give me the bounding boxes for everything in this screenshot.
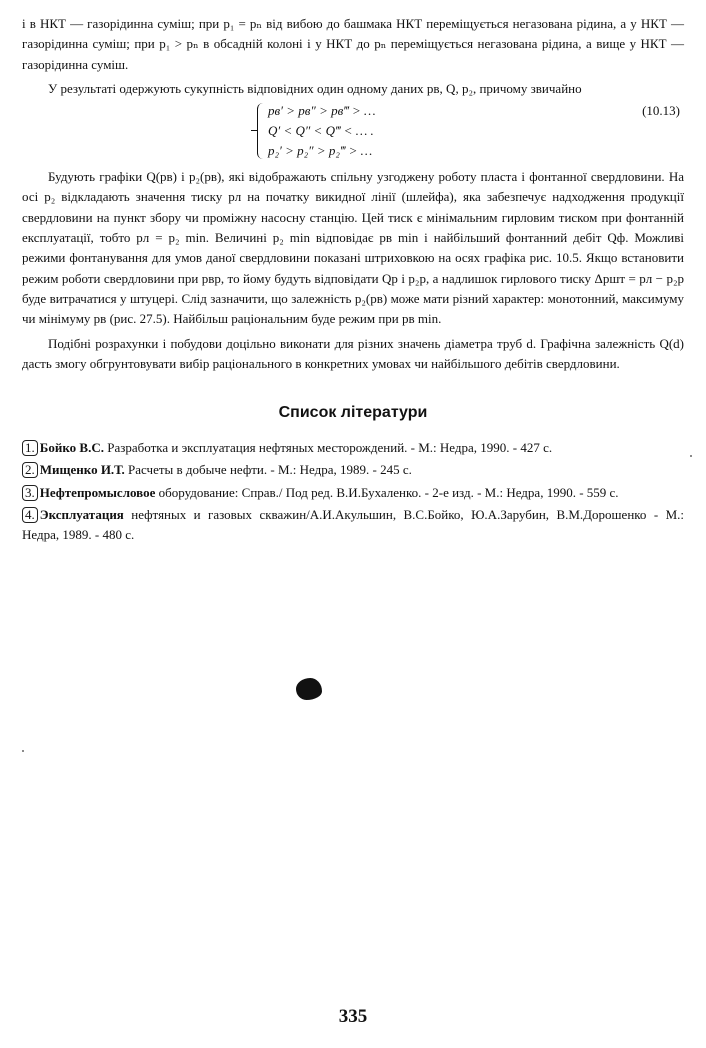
reference-author: Эксплуатация bbox=[39, 507, 124, 523]
reference-text: Разработка и эксплуатация нефтяных месторождений. - М.: Недра, 1990. - 427 с. bbox=[103, 440, 553, 456]
speck-mark bbox=[690, 455, 692, 457]
reference-item bbox=[22, 483, 684, 503]
reference-item bbox=[22, 505, 684, 546]
reference-author: Бойко В.С. bbox=[39, 440, 104, 456]
page-body bbox=[22, 14, 684, 548]
speck-mark bbox=[22, 750, 24, 752]
reference-author: Мищенко И.Т. bbox=[39, 462, 125, 478]
references-list bbox=[22, 438, 684, 545]
reference-text: оборудование: Справ./ Под ред. В.И.Бухаленко. - 2-е изд. - М.: Недра, 1990. - 559 с. bbox=[155, 484, 619, 500]
ink-blot-mark bbox=[296, 678, 322, 700]
reference-text: Расчеты в добыче нефти. - М.: Недра, 1989. - 245 с. bbox=[124, 462, 412, 478]
equation-line-3: p₂′ > p₂″ > p₂‴ > … bbox=[268, 143, 373, 159]
equation-number: (10.13) bbox=[642, 103, 680, 119]
paragraph-1: і в НКТ — газорідинна суміш; при p₁ = pₙ від вибою до башмака НКТ переміщується негазована рідина, а у НКТ — газорідинна суміш; при p₁ > pₙ в обсадній колоні і у НКТ до pₙ переміщується негазована рідина, а вище у НКТ — газорідинна суміш. bbox=[22, 16, 684, 72]
reference-number: 4. bbox=[22, 507, 38, 523]
reference-number: 1. bbox=[22, 440, 38, 456]
reference-item bbox=[22, 438, 684, 458]
left-brace bbox=[257, 103, 265, 159]
reference-author: Нефтепромысловое bbox=[39, 484, 156, 500]
reference-number: 3. bbox=[22, 485, 38, 501]
paragraph-2: У результаті одержують сукупність відповідних один одному даних pв, Q, p₂, причому звичайно bbox=[48, 80, 582, 96]
reference-number: 2. bbox=[22, 462, 38, 478]
page-number: 335 bbox=[338, 1006, 368, 1027]
equation-system bbox=[22, 101, 684, 163]
equation-line-1: pв′ > pв″ > pв‴ > … bbox=[268, 103, 376, 119]
paragraph-3: Будують графіки Q(pв) і p₂(pв), які відображають спільну узгоджену роботу пласта і фонтанної свердловини. На осі p₂ відкладають значення тиску pл на початку викидної лінії (шлейфа), яка забезпечує надходження продукції свердловини на пункт збору чи проміжну насосну станцію. Цей тиск є мінімальним гирловим тиском при фонтанній експлуатації, тобто pл = p₂ min. Величині p₂ min відповідає pв min і найбільший фонтанний дебіт Qф. Можливі режими фонтанування для умов даної свердловини показані штриховкою на осях графіка рис. 10.5. Якщо встановити режим роботи свердловини при pвр, то йому будуть відповідати Qр і p₂р, а надлишок гирлового тиску Δpшт = pл − p₂р буде витрачатися у штуцері. Слід зазначити, що залежність p₂(pв) може мати різний характер: монотонний, максимуму чи мінімуму pв (рис. 27.5). Найбільш раціональним буде режим при pв min. bbox=[22, 169, 684, 327]
equation-line-2: Q′ < Q″ < Q‴ < … . bbox=[268, 123, 374, 139]
paragraph-4: Подібні розрахунки і побудови доцільно виконати для різних значень діаметра труб d. Графічна залежність Q(d) дасть змогу обгрунтовувати вибір раціонального в конкретних умовах чи найбільшого дебітів свердловини. bbox=[22, 335, 684, 371]
reference-text: нефтяных и газовых скважин/А.И.Акульшин, В.С.Бойко, Ю.А.Зарубин, В.М.Дорошенко - М.: Недра, 1989. - 480 с. bbox=[22, 507, 684, 543]
references-heading: Список літератури bbox=[278, 404, 428, 422]
reference-item bbox=[22, 460, 684, 480]
